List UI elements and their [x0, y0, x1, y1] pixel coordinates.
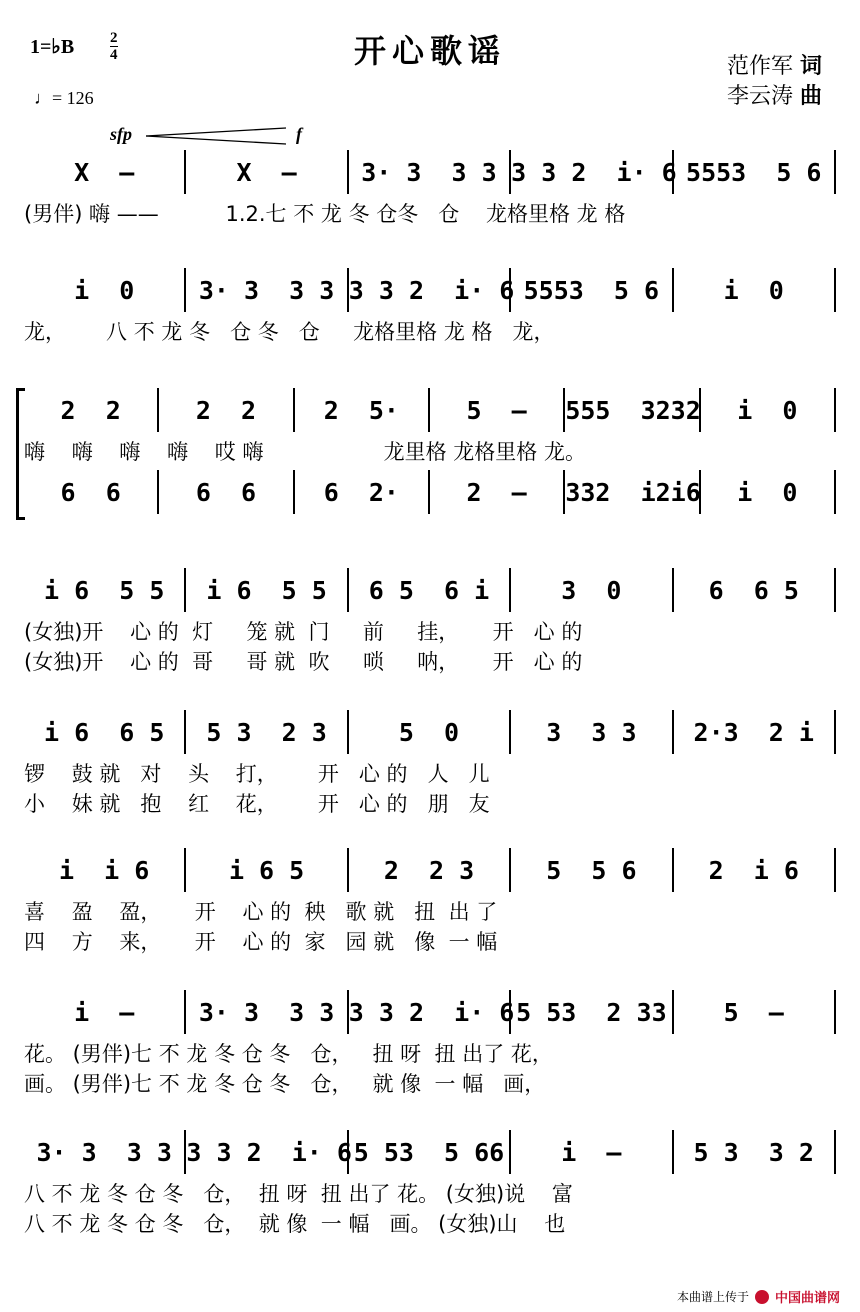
measure: 6 2·: [323, 477, 399, 507]
measure: 5553 5 6: [523, 275, 660, 305]
barline: [834, 470, 836, 514]
measure: 2·3 2 i: [693, 717, 814, 747]
measure: i 6 5: [228, 855, 305, 885]
measure: i –: [561, 1137, 622, 1167]
measure: 3· 3 3 3: [36, 1137, 172, 1167]
measure: 5 3 3 2: [693, 1137, 814, 1167]
notes-line: [24, 268, 836, 312]
barline: [834, 990, 836, 1034]
notes-line: [24, 388, 836, 432]
footer-site: 中国曲谱网: [774, 1291, 840, 1306]
measure: i –: [74, 997, 135, 1027]
lyric-line: 小 妹 就 抱 红 花， 开 心 的 朋 友: [24, 792, 490, 816]
measure: 3· 3 3 3: [198, 275, 335, 305]
measure: 3 0: [561, 575, 622, 605]
measure: i 0: [737, 477, 798, 507]
lyricist-role: 词: [799, 54, 822, 79]
time-numerator: 2: [110, 30, 118, 46]
measure: 6 6: [195, 477, 257, 507]
measure: 332 i2i6: [565, 477, 701, 507]
lyric-line: (女独)开 心 的 灯 笼 就 门 前 挂， 开 心 的: [24, 620, 583, 644]
measure: 5 3 2 3: [206, 717, 327, 747]
crescendo-hairpin-icon: [146, 126, 286, 146]
measure: 5 –: [723, 997, 784, 1027]
measure: 5 53 2 33: [516, 997, 667, 1027]
lyric-line: 喜 盈 盈， 开 心 的 秧 歌 就 扭 出 了: [24, 900, 498, 924]
measure: 555 3232: [565, 395, 701, 425]
measure: 5 53 5 66: [353, 1137, 505, 1167]
measure: 2 5·: [323, 395, 399, 425]
time-denominator: 4: [110, 47, 118, 63]
measure: 2 2 3: [383, 855, 475, 885]
notes-line: [24, 470, 836, 514]
dynamic-start: sfp: [110, 124, 132, 144]
lyric-line: 四 方 来， 开 心 的 家 园 就 像 一 幅: [24, 930, 498, 954]
notes-line: [24, 990, 836, 1034]
composer-role: 曲: [799, 84, 822, 109]
notes-line: [24, 150, 836, 194]
lyricist-line: [727, 52, 822, 82]
lyric-line: 花。 (男伴)七 不 龙 冬 仓 冬 仓， 扭 呀 扭 出了 花，: [24, 1042, 553, 1066]
measure: 5553 5 6: [686, 157, 822, 187]
barline: [834, 268, 836, 312]
measure: i 0: [737, 395, 798, 425]
measure: 6 6 5: [708, 575, 799, 605]
notes-line: [24, 710, 836, 754]
measure: i 6 5 5: [206, 575, 327, 605]
barline: [834, 1130, 836, 1174]
lyric-line: (男伴) 嗨 —— 1.2.七 不 龙 冬 仓冬 仓 龙格里格 龙 格: [24, 202, 626, 226]
notes-line: [24, 1130, 836, 1174]
composer-name: 李云涛: [726, 84, 793, 109]
measure: 6 5 6 i: [368, 575, 490, 605]
measure: 2 2: [195, 395, 257, 425]
lyric-line: 画。 (男伴)七 不 龙 冬 仓 冬 仓， 就 像 一 幅 画，: [24, 1072, 546, 1096]
measure: X –: [236, 157, 297, 187]
composer-line: [727, 82, 822, 112]
measure: 3· 3 3 3: [361, 157, 497, 187]
dynamics-marking: [110, 120, 310, 150]
song-title: 开心歌谣: [353, 32, 506, 70]
lyricist-name: 范作军: [726, 54, 793, 79]
measure: 5 –: [466, 395, 527, 425]
tempo-marking: ♩= 126: [34, 88, 94, 108]
score-header: [0, 0, 860, 120]
measure: 2 i 6: [708, 855, 799, 885]
dynamic-end: f: [296, 124, 302, 144]
site-logo-icon: [755, 1290, 769, 1304]
notes-line: [24, 848, 836, 892]
credits: [727, 52, 822, 112]
measure: 3 3 2 i· 6: [186, 1137, 352, 1167]
measure: i i 6: [59, 855, 150, 885]
measure: 3 3 2 i· 6: [348, 275, 515, 305]
measure: i 6 6 5: [43, 717, 165, 747]
measure: 5 0: [398, 717, 460, 747]
measure: 3 3 3: [546, 717, 637, 747]
upload-footer: [677, 1287, 840, 1306]
lyric-line: 嗨 嗨 嗨 嗨 哎 嗨 龙里格 龙格里格 龙。: [24, 440, 586, 464]
notes-line: [24, 568, 836, 612]
lyric-line: 锣 鼓 就 对 头 打， 开 心 的 人 儿: [24, 762, 490, 786]
measure: i 0: [74, 275, 135, 305]
measure: 2 –: [466, 477, 527, 507]
system-bracket: [16, 388, 25, 520]
barline: [834, 568, 836, 612]
measure: i 0: [723, 275, 784, 305]
key-signature: 1=♭B: [30, 36, 75, 58]
measure: 3 3 2 i· 6: [348, 997, 515, 1027]
measure: 6 6: [60, 477, 121, 507]
measure: 3· 3 3 3: [198, 997, 335, 1027]
measure: 5 5 6: [546, 855, 637, 885]
measure: i 6 5 5: [43, 575, 165, 605]
footer-text: 本曲谱上传于: [676, 1290, 749, 1304]
lyric-line: (女独)开 心 的 哥 哥 就 吹 唢 呐， 开 心 的: [24, 650, 583, 674]
barline: [834, 150, 836, 194]
measure: 3 3 2 i· 6: [511, 157, 677, 187]
lyric-line: 八 不 龙 冬 仓 冬 仓， 就 像 一 幅 画。 (女独)山 也: [24, 1212, 566, 1236]
barline: [834, 848, 836, 892]
barline: [834, 388, 836, 432]
measure: X –: [74, 157, 135, 187]
lyric-line: 龙， 八 不 龙 冬 仓 冬 仓 龙格里格 龙 格 龙，: [24, 320, 555, 344]
barline: [834, 710, 836, 754]
measure: 2 2: [60, 395, 121, 425]
lyric-line: 八 不 龙 冬 仓 冬 仓， 扭 呀 扭 出了 花。 (女独)说 富: [24, 1182, 573, 1206]
